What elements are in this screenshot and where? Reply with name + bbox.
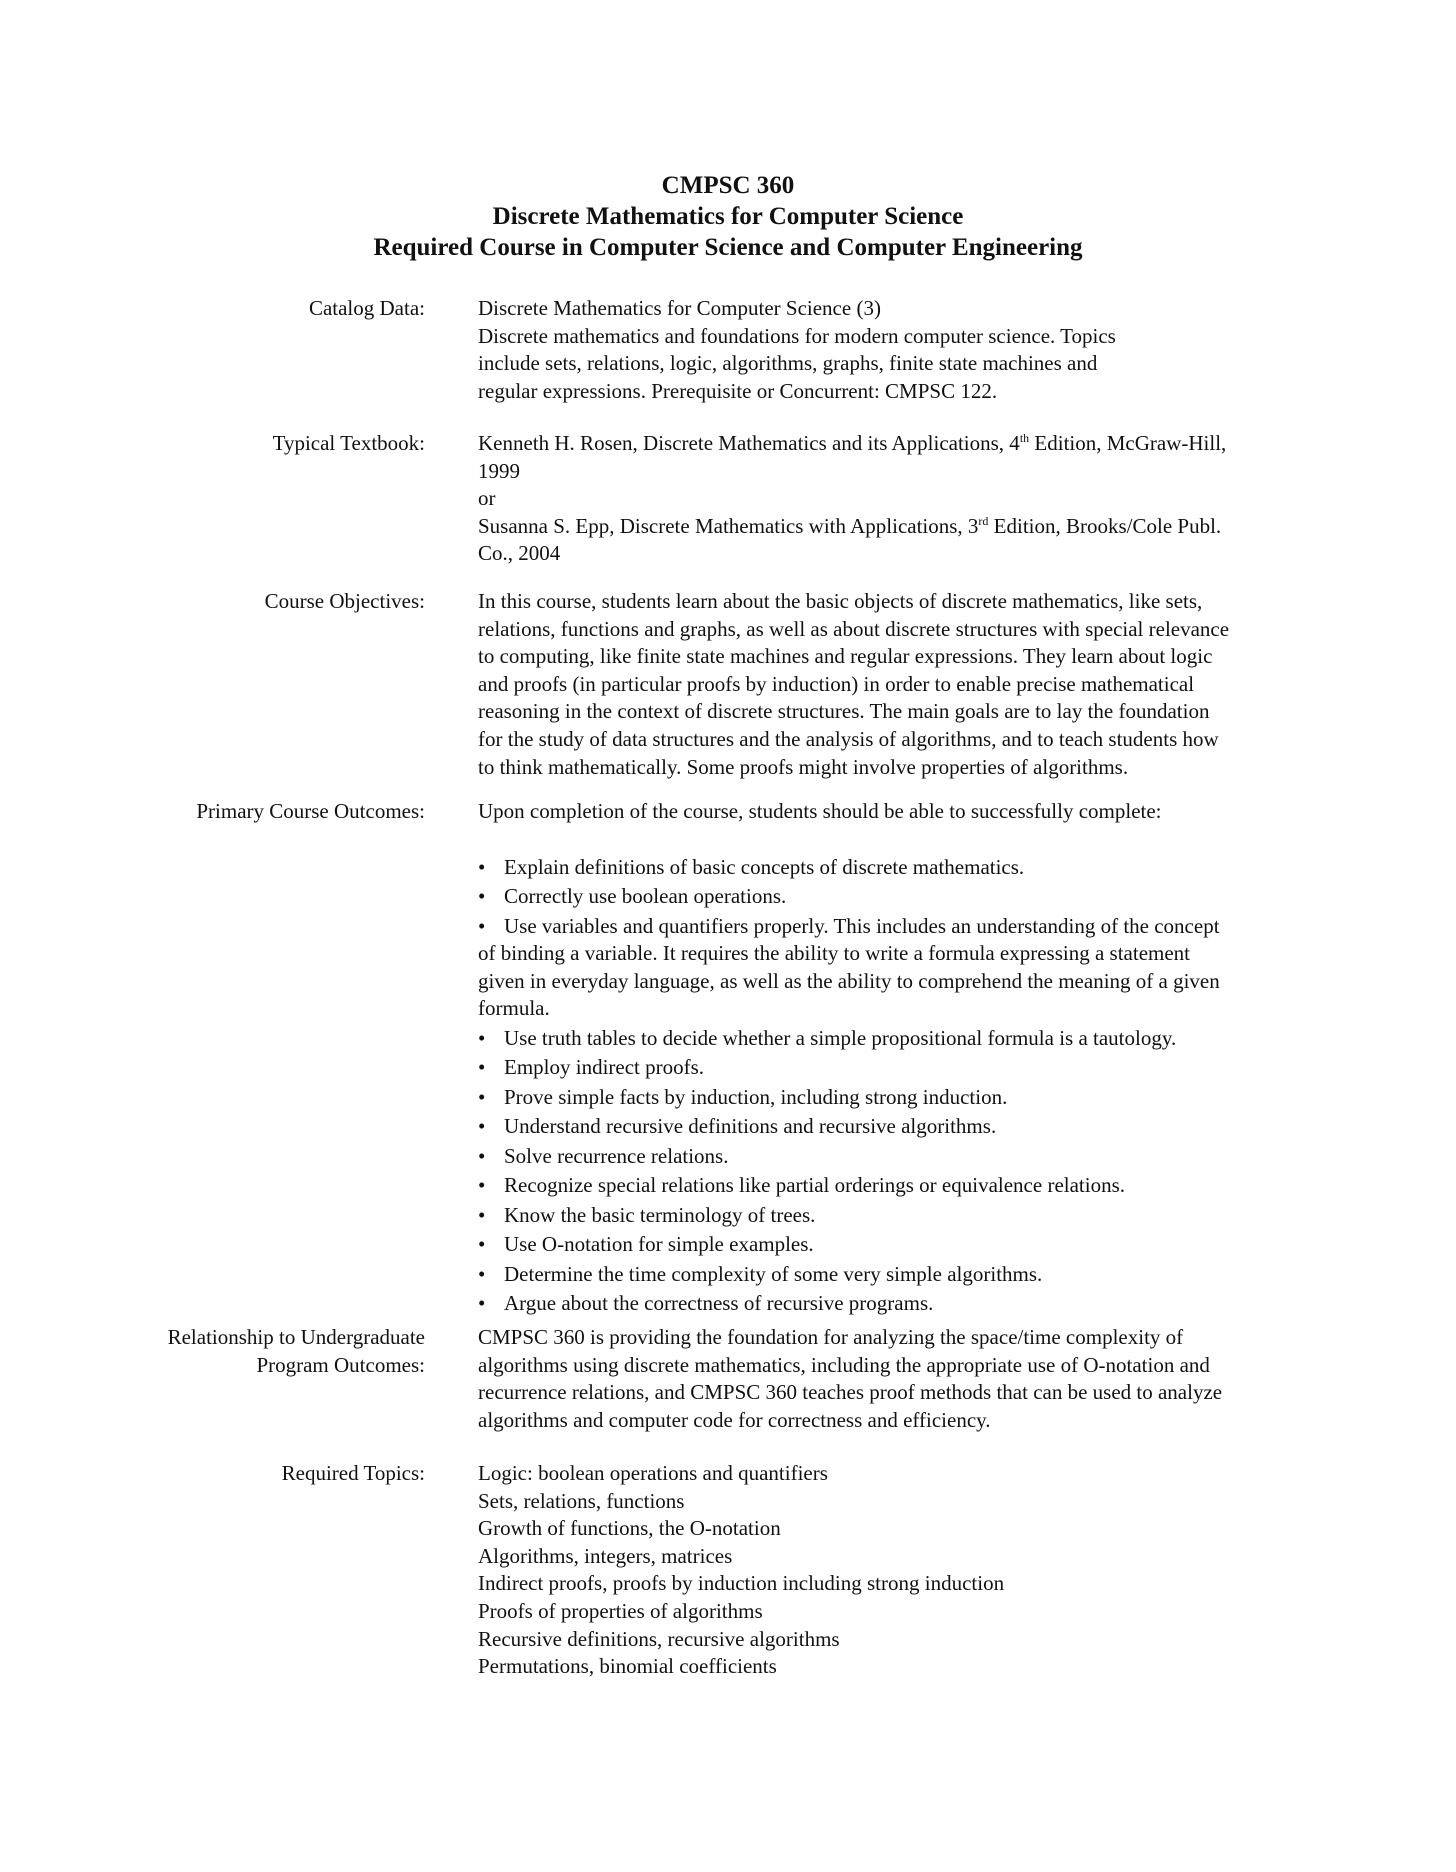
textbook-entry-1: Kenneth H. Rosen, Discrete Mathematics and its Applications, 4th Edition, McGraw-Hill, — [478, 431, 1227, 455]
list-item: Growth of functions, the O-notation — [478, 1516, 781, 1541]
objectives-line: to think mathematically. Some proofs might involve properties of algorithms. — [478, 754, 1129, 779]
list-item: • Prove simple facts by induction, including strong induction. — [478, 1084, 1338, 1112]
bullet-icon: • — [478, 1173, 486, 1198]
textbook-entry-2-year: Co., 2004 — [478, 541, 561, 566]
list-item: • Use O-notation for simple examples. — [478, 1231, 1338, 1259]
topics-label: Required Topics: — [281, 1461, 425, 1485]
list-item: Recursive definitions, recursive algorithms — [478, 1626, 840, 1651]
course-code: CMPSC 360 — [661, 172, 795, 199]
objectives-line: relations, functions and graphs, as well as about discrete structures with special relevance — [478, 616, 1230, 641]
textbook-or: or — [478, 486, 496, 511]
bullet-icon: • — [478, 1114, 486, 1139]
list-item-continuation: formula. — [478, 996, 550, 1021]
objectives-line: reasoning in the context of discrete structures. The main goals are to lay the foundation — [478, 699, 1210, 724]
catalog-content — [478, 295, 1338, 405]
bullet-icon: • — [478, 854, 486, 879]
textbook-entry-1-year: 1999 — [478, 458, 520, 483]
objectives-line: and proofs (in particular proofs by induction) in order to enable precise mathematical — [478, 671, 1195, 696]
objectives-label: Course Objectives: — [264, 589, 425, 613]
relationship-line: algorithms and computer code for correctness and efficiency. — [478, 1407, 991, 1432]
list-item: • Correctly use boolean operations. — [478, 883, 1338, 911]
list-item: • Recognize special relations like partial orderings or equivalence relations. — [478, 1172, 1338, 1200]
list-item: Indirect proofs, proofs by induction including strong induction — [478, 1571, 1005, 1596]
list-item: • Know the basic terminology of trees. — [478, 1202, 1338, 1230]
bullet-icon: • — [478, 1143, 486, 1168]
list-item: Sets, relations, functions — [478, 1488, 685, 1513]
list-item: • Solve recurrence relations. — [478, 1143, 1338, 1171]
relationship-line: algorithms using discrete mathematics, including the appropriate use of O-notation and — [478, 1352, 1210, 1377]
bullet-icon: • — [478, 1261, 486, 1286]
bullet-icon: • — [478, 1084, 486, 1109]
list-item: Algorithms, integers, matrices — [478, 1543, 733, 1568]
list-item: Proofs of properties of algorithms — [478, 1598, 763, 1623]
bullet-icon: • — [478, 1055, 486, 1080]
list-item: Logic: boolean operations and quantifiers — [478, 1461, 828, 1485]
course-title: Discrete Mathematics for Computer Science — [492, 203, 964, 230]
topics-content — [478, 1460, 1338, 1681]
list-item: • Understand recursive definitions and recursive algorithms. — [478, 1113, 1338, 1141]
relationship-content — [478, 1324, 1338, 1434]
list-item-continuation: of binding a variable. It requires the ability to write a formula expressing a statement — [478, 941, 1191, 966]
document-header — [0, 170, 1456, 263]
bullet-icon: • — [478, 1025, 486, 1050]
list-item: • Determine the time complexity of some very simple algorithms. — [478, 1261, 1338, 1289]
list-item: • Employ indirect proofs. — [478, 1054, 1338, 1082]
list-item: • Use truth tables to decide whether a simple propositional formula is a tautology. — [478, 1025, 1338, 1053]
catalog-label: Catalog Data: — [308, 296, 425, 320]
list-item-continuation: given in everyday language, as well as the ability to comprehend the meaning of a given — [478, 968, 1220, 993]
objectives-content — [478, 588, 1338, 781]
bullet-icon: • — [478, 884, 486, 909]
list-item: Permutations, binomial coefficients — [478, 1654, 777, 1679]
bullet-icon: • — [478, 1232, 486, 1257]
list-item: • Use variables and quantifiers properly. This includes an understanding of the concept of binding a variable. It requires the ability to write a formula expressing a statement given in everyday language, as well as the ability to comprehend the meaning of a given formula. — [478, 913, 1338, 1023]
objectives-line: for the study of data structures and the analysis of algorithms, and to teach students how — [478, 726, 1219, 751]
outcomes-content — [478, 798, 1338, 1320]
bullet-icon: • — [478, 1291, 486, 1316]
textbook-entry-2: Susanna S. Epp, Discrete Mathematics with Applications, 3rd Edition, Brooks/Cole Publ. — [478, 513, 1222, 538]
relationship-line: CMPSC 360 is providing the foundation for analyzing the space/time complexity of — [478, 1325, 1184, 1349]
list-item: • Argue about the correctness of recursive programs. — [478, 1290, 1338, 1318]
catalog-line: regular expressions. Prerequisite or Concurrent: CMPSC 122. — [478, 378, 998, 403]
relationship-line: recurrence relations, and CMPSC 360 teaches proof methods that can be used to analyze — [478, 1380, 1223, 1405]
bullet-icon: • — [478, 1202, 486, 1227]
objectives-line: In this course, students learn about the basic objects of discrete mathematics, like sets, — [478, 589, 1203, 613]
outcomes-label: Primary Course Outcomes: — [196, 799, 425, 823]
textbook-content — [478, 430, 1338, 568]
textbook-label: Typical Textbook: — [272, 431, 425, 455]
list-item: • Explain definitions of basic concepts of discrete mathematics. — [478, 854, 1338, 882]
outcomes-intro: Upon completion of the course, students should be able to successfully complete: — [478, 799, 1162, 823]
relationship-label: Relationship to Undergraduate Program Outcomes: — [167, 1325, 425, 1377]
bullet-icon: • — [478, 913, 486, 938]
course-status: Required Course in Computer Science and Computer Engineering — [373, 234, 1083, 261]
catalog-line: Discrete mathematics and foundations for modern computer science. Topics — [478, 323, 1116, 348]
catalog-line: include sets, relations, logic, algorithms, graphs, finite state machines and — [478, 351, 1098, 376]
objectives-line: to computing, like finite state machines and regular expressions. They learn about logic — [478, 644, 1213, 669]
catalog-line: Discrete Mathematics for Computer Science (3) — [478, 296, 881, 320]
outcomes-list — [478, 854, 1338, 1318]
